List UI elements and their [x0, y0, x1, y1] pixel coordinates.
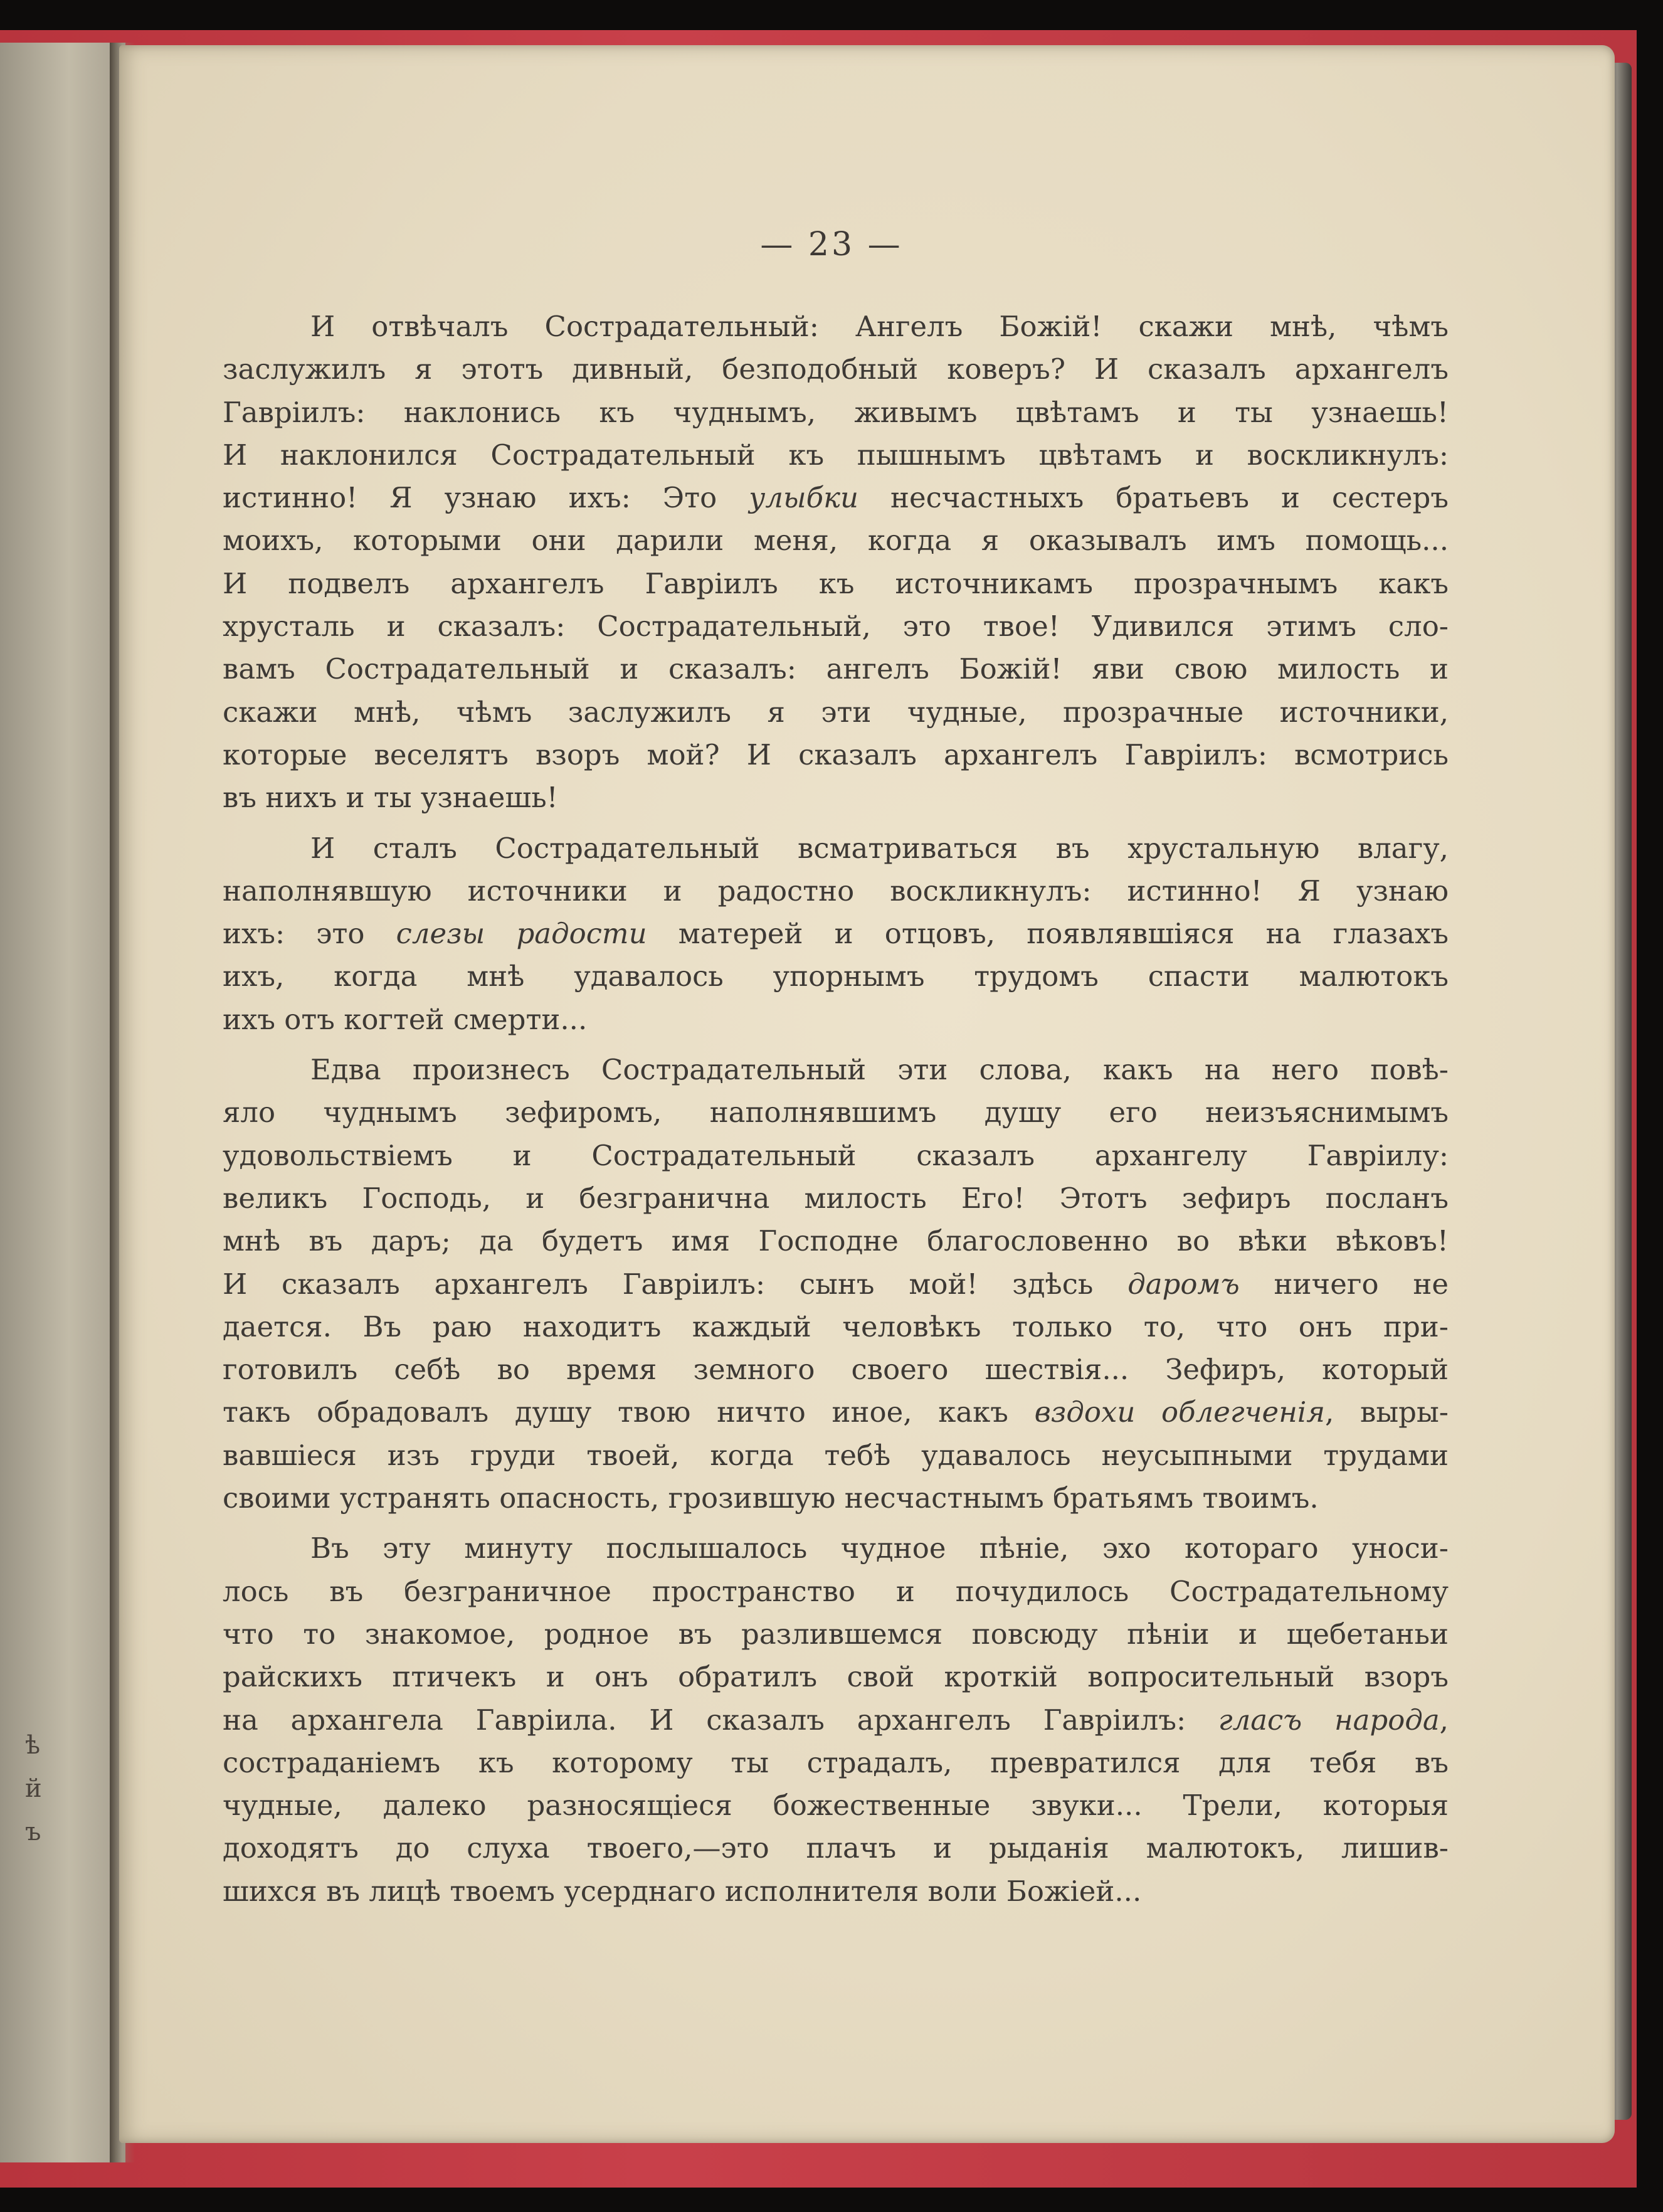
text-segment: готовилъ себѣ во время земного своего шествія... Зефиръ, который: [223, 1353, 1449, 1387]
text-segment: ихъ: это: [223, 917, 396, 951]
text-line: [223, 1049, 1449, 1091]
text-line: [223, 648, 1449, 691]
text-line: [223, 1306, 1449, 1348]
text-line: [223, 1570, 1449, 1613]
previous-page-fragment: й: [25, 1774, 42, 1803]
text-segment: ,: [1439, 1703, 1449, 1737]
italic-phrase: вздохи облегченія: [1034, 1395, 1326, 1429]
text-line: [223, 827, 1449, 870]
text-line: [223, 1091, 1449, 1134]
previous-page-fragment: ъ: [25, 1818, 41, 1846]
text-line: [223, 1220, 1449, 1262]
previous-page-edge: [0, 43, 125, 2162]
text-segment: которые веселятъ взоръ мой? И сказалъ архангелъ Гавріилъ: всмотрись: [223, 738, 1449, 771]
text-segment: , выры-: [1325, 1395, 1449, 1429]
text-line: [223, 913, 1449, 955]
text-line: [223, 1613, 1449, 1656]
text-segment: ихъ, когда мнѣ удавалось упорнымъ трудомъ спасти малютокъ: [223, 960, 1449, 993]
text-line: [223, 519, 1449, 562]
text-line: [223, 734, 1449, 776]
italic-phrase: улыбки: [749, 481, 858, 515]
text-segment: великъ Господь, и безгранична милость Его! Этотъ зефиръ посланъ: [223, 1181, 1449, 1215]
text-segment: заслужилъ я этотъ дивный, безподобный коверъ? И сказалъ архангелъ: [223, 352, 1449, 386]
text-segment: ничего не: [1239, 1267, 1449, 1301]
text-line: [223, 1527, 1449, 1570]
text-segment: мнѣ въ даръ; да будетъ имя Господне благословенно во вѣки вѣковъ!: [223, 1224, 1449, 1258]
text-line: [223, 563, 1449, 605]
italic-phrase: слезы радости: [396, 917, 647, 951]
text-segment: несчастныхъ братьевъ и сестеръ: [858, 481, 1449, 515]
text-segment: своими устранять опасность, грозившую несчастнымъ братьямъ твоимъ.: [223, 1481, 1319, 1515]
italic-phrase: даромъ: [1127, 1267, 1240, 1301]
text-segment: на архангела Гавріила. И сказалъ архангелъ Гавріилъ:: [223, 1703, 1218, 1737]
text-line: [223, 1391, 1449, 1434]
text-segment: моихъ, которыми они дарили меня, когда я оказывалъ имъ помощь...: [223, 524, 1449, 558]
text-segment: И отвѣчалъ Сострадательный: Ангелъ Божій! скажи мнѣ, чѣмъ: [310, 310, 1449, 343]
paragraph: [223, 1049, 1449, 1520]
text-line: [223, 1870, 1449, 1913]
text-line: [223, 348, 1449, 391]
text-segment: шихся въ лицѣ твоемъ усерднаго исполнителя воли Божіей...: [223, 1874, 1142, 1908]
text-line: [223, 1784, 1449, 1827]
text-segment: удовольствіемъ и Сострадательный сказалъ архангелу Гавріилу:: [223, 1138, 1449, 1172]
text-segment: доходятъ до слуха твоего,—это плачъ и рыданія малютокъ, лишив-: [223, 1831, 1449, 1865]
text-segment: И подвелъ архангелъ Гавріилъ къ источникамъ прозрачнымъ какъ: [223, 566, 1449, 600]
page-number: — 23 —: [760, 226, 903, 263]
text-segment: вамъ Сострадательный и сказалъ: ангелъ Божій! яви свою милость и: [223, 652, 1449, 686]
text-line: [223, 1827, 1449, 1870]
text-line: [223, 955, 1449, 998]
text-segment: хрусталь и сказалъ: Сострадательный, это твое! Удивился этимъ сло-: [223, 610, 1449, 643]
text-segment: въ нихъ и ты узнаешь!: [223, 781, 558, 815]
text-line: [223, 391, 1449, 434]
text-line: [223, 1699, 1449, 1742]
text-line: [223, 870, 1449, 913]
text-segment: Едва произнесъ Сострадательный эти слова, какъ на него повѣ-: [310, 1053, 1449, 1087]
text-segment: наполнявшую источники и радостно воскликнулъ: истинно! Я узнаю: [223, 874, 1449, 908]
text-line: [223, 1135, 1449, 1177]
text-segment: вавшіеся изъ груди твоей, когда тебѣ удавалось неусыпными трудами: [223, 1438, 1449, 1472]
previous-page-fragment: ѣ: [25, 1731, 41, 1760]
text-segment: И сталъ Сострадательный всматриваться въ хрустальную влагу,: [310, 831, 1449, 865]
text-line: [223, 1434, 1449, 1477]
text-segment: Въ эту минуту послышалось чудное пѣніе, эхо котораго уноси-: [310, 1532, 1449, 1565]
italic-phrase: гласъ народа: [1218, 1703, 1440, 1737]
text-line: [223, 1477, 1449, 1520]
text-line: [223, 1263, 1449, 1306]
text-line: [223, 305, 1449, 348]
text-segment: такъ обрадовалъ душу твою ничто иное, какъ: [223, 1395, 1035, 1429]
text-segment: лось въ безграничное пространство и почудилось Сострадательному: [223, 1574, 1449, 1608]
text-segment: скажи мнѣ, чѣмъ заслужилъ я эти чудные, прозрачные источники,: [223, 695, 1449, 729]
text-segment: что то знакомое, родное въ разлившемся повсюду пѣніи и щебетаньи: [223, 1617, 1449, 1651]
paragraph: [223, 1527, 1449, 1913]
text-segment: матерей и отцовъ, появлявшіяся на глазахъ: [647, 917, 1449, 951]
page-body-text: [223, 305, 1449, 1920]
text-line: [223, 776, 1449, 819]
text-line: [223, 434, 1449, 477]
text-line: [223, 691, 1449, 734]
text-line: [223, 605, 1449, 648]
text-line: [223, 1177, 1449, 1220]
text-segment: состраданіемъ къ которому ты страдалъ, превратился для тебя въ: [223, 1745, 1449, 1779]
text-segment: истинно! Я узнаю ихъ: Это: [223, 481, 749, 515]
paragraph: [223, 305, 1449, 820]
text-line: [223, 998, 1449, 1041]
text-segment: райскихъ птичекъ и онъ обратилъ свой кроткій вопросительный взоръ: [223, 1660, 1449, 1694]
text-segment: ихъ отъ когтей смерти...: [223, 1002, 588, 1036]
text-segment: яло чуднымъ зефиромъ, наполнявшимъ душу его неизъяснимымъ: [223, 1096, 1449, 1130]
paragraph: [223, 827, 1449, 1041]
text-line: [223, 477, 1449, 519]
text-line: [223, 1742, 1449, 1784]
text-segment: чудные, далеко разносящіеся божественные звуки... Трели, которыя: [223, 1789, 1449, 1823]
text-segment: И сказалъ архангелъ Гавріилъ: сынъ мой! здѣсь: [223, 1267, 1128, 1301]
text-line: [223, 1348, 1449, 1391]
text-segment: дается. Въ раю находитъ каждый человѣкъ только то, что онъ при-: [223, 1310, 1449, 1343]
text-segment: И наклонился Сострадательный къ пышнымъ цвѣтамъ и воскликнулъ:: [223, 438, 1449, 472]
text-segment: Гавріилъ: наклонись къ чуднымъ, живымъ цвѣтамъ и ты узнаешь!: [223, 395, 1449, 429]
text-line: [223, 1656, 1449, 1698]
